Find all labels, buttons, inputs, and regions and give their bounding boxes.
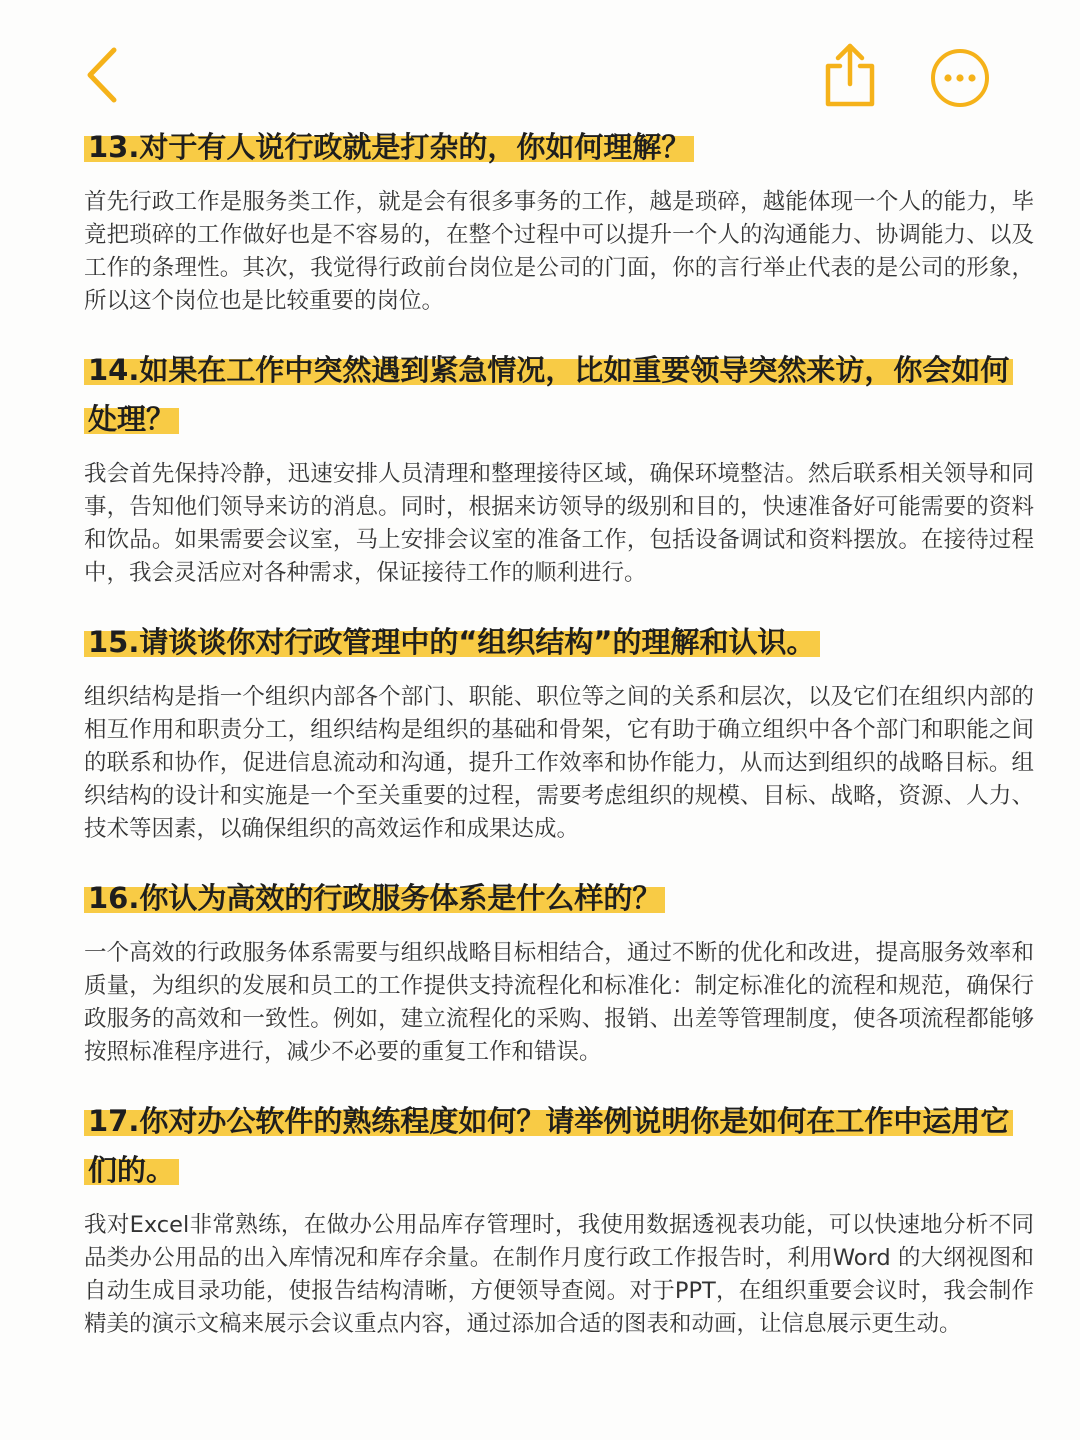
question-heading: 13.对于有人说行政就是打杂的，你如何理解？ [84,130,694,164]
question-heading: 14.如果在工作中突然遇到紧急情况，比如重要领导突然来访，你会如何处理？ [84,353,1013,436]
chevron-left-icon [80,40,130,110]
question-heading: 16.你认为高效的行政服务体系是什么样的？ [84,881,665,915]
back-button[interactable] [80,40,130,110]
answer-paragraph: 我对Excel非常熟练，在做办公用品库存管理时，我使用数据透视表功能，可以快速地分析不同品类办公用品的出入库情况和库存余量。在制作月度行政工作报告时，利用Word 的大纲视图和自动生成目录功能，使报告结构清晰，方便领导查阅。对于PPT，在组织重要会议时，我会制作精美的演示文稿来展示会议重点内容，通过添加合适的图表和动画，让信息展示更生动。 [84,1212,1034,1337]
share-icon [818,38,882,110]
top-toolbar [0,0,1080,130]
question-heading: 17.你对办公软件的熟练程度如何？请举例说明你是如何在工作中运用它们的。 [84,1104,1013,1187]
answer-paragraph: 首先行政工作是服务类工作，就是会有很多事务的工作，越是琐碎，越能体现一个人的能力，毕竟把琐碎的工作做好也是不容易的，在整个过程中可以提升一个人的沟通能力、协调能力、以及工作的条理性。其次，我觉得行政前台岗位是公司的门面，你的言行举止代表的是公司的形象，所以这个岗位也是比较重要的岗位。 [84,189,1034,314]
share-button[interactable] [818,38,882,110]
article-content [84,125,1034,1371]
qa-section-15 [84,620,1034,846]
more-button[interactable] [928,46,992,110]
qa-section-17 [84,1099,1034,1341]
qa-section-16 [84,876,1034,1069]
question-heading: 15.请谈谈你对行政管理中的“组织结构”的理解和认识。 [84,625,820,659]
more-horizontal-icon [928,46,992,110]
qa-section-13 [84,125,1034,318]
qa-section-14 [84,348,1034,590]
answer-paragraph: 一个高效的行政服务体系需要与组织战略目标相结合，通过不断的优化和改进，提高服务效率和质量，为组织的发展和员工的工作提供支持流程化和标准化：制定标准化的流程和规范，确保行政服务的高效和一致性。例如，建立流程化的采购、报销、出差等管理制度，使各项流程都能够按照标准程序进行，减少不必要的重复工作和错误。 [84,940,1034,1065]
answer-paragraph: 组织结构是指一个组织内部各个部门、职能、职位等之间的关系和层次，以及它们在组织内部的相互作用和职责分工，组织结构是组织的基础和骨架，它有助于确立组织中各个部门和职能之间的联系和协作，促进信息流动和沟通，提升工作效率和协作能力，从而达到组织的战略目标。组织结构的设计和实施是一个至关重要的过程，需要考虑组织的规模、目标、战略，资源、人力、技术等因素，以确保组织的高效运作和成果达成。 [84,684,1034,842]
answer-paragraph: 我会首先保持冷静，迅速安排人员清理和整理接待区域，确保环境整洁。然后联系相关领导和同事，告知他们领导来访的消息。同时，根据来访领导的级别和目的，快速准备好可能需要的资料和饮品。如果需要会议室，马上安排会议室的准备工作，包括设备调试和资料摆放。在接待过程中，我会灵活应对各种需求，保证接待工作的顺利进行。 [84,461,1034,586]
